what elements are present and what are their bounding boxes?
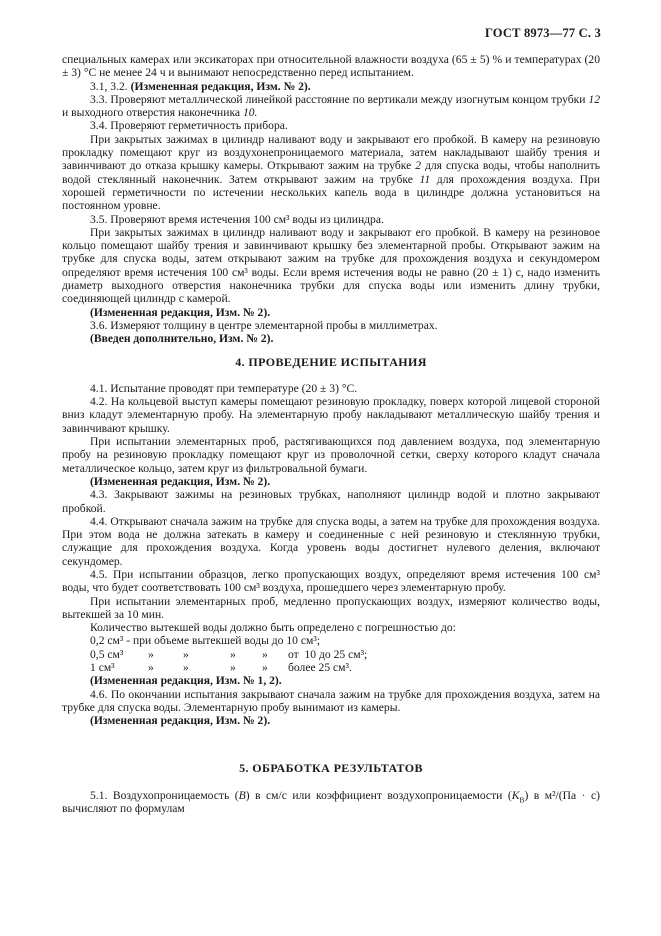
page-header: ГОСТ 8973—77 С. 3 (484, 26, 601, 40)
amendment-note: (Измененная редакция, Изм. № 2). (90, 474, 271, 488)
paragraph-3-5-text: При закрытых зажимах в цилиндр наливают воду и закрывают его пробкой. В камеру на резиновое кольцо помещают шайбу трения и завинчивают крышку без элементарной пробы. Открывают зажим на трубке для спуска воды, затем открывают зажим на трубке для прохождения воздуха и секундомером определяют время истечения 100 см³ воды. Если время истечения воды не равно (20 ± 1) с, надо изменить диаметр выходного отверстия наконечника трубки для спуска воды или изменить длину трубки, соединяющей цилиндр с камерой. (62, 225, 600, 306)
paragraph-4-6: 4.6. По окончании испытания закрывают сначала зажим на трубке для прохождения воздуха, затем на трубке для спуска воды. Элементарную пробу вынимают из камеры. (62, 687, 600, 714)
paragraph-4-2-text: При испытании элементарных проб, растягивающихся под давлением воздуха, под элементарную пробу на резиновую прокладку помещают круг из проволочной сетки, сверху которого кладут сначала металлическое кольцо, затем круг из фильтровальной бумаги. (62, 435, 600, 475)
amendment-note: (Измененная редакция, Изм. № 2). (90, 305, 271, 319)
tolerance-line-3: 1 см³ » » » » более 25 см³. (90, 661, 352, 675)
paragraph-4-2: 4.2. На кольцевой выступ камеры помещают резиновую прокладку, поверх которой лицевой стороной вниз кладут элементарную пробу. На элементарную пробу накладывают металлическую шайбу трения и завинчивают крышку. (62, 395, 600, 435)
paragraph-3-6: 3.6. Измеряют толщину в центре элементарной пробы в миллиметрах. (90, 318, 438, 332)
paragraph-4-4: 4.4. Открывают сначала зажим на трубке для спуска воды, а затем на трубке для прохождения воздуха. При этом вода не должна затекать в камеру и соединенные с ней резиновую и стеклянную трубки, служащие для прохождения воздуха. Когда уровень воды достигнет нулевого деления, включают секундомер. (62, 514, 600, 568)
amendment-note: (Измененная редакция, Изм. № 2). (130, 79, 311, 93)
tolerance-line-2: 0,5 см³ » » » » от 10 до 25 см³; (90, 647, 368, 661)
document-body (62, 53, 600, 815)
paragraph-3-3: 3.3. Проверяют металлической линейкой расстояние по вертикали между изогнутым концом трубки 12 и выходного отверстия наконечника 10. (62, 92, 600, 120)
amendment-note: (Измененная редакция, Изм. № 2). (90, 714, 271, 728)
paragraph-3-1-3-2: 3.1, 3.2. (Измененная редакция, Изм. № 2). (90, 79, 311, 93)
paragraph-5-1: 5.1. Воздухопроницаемость (B) в см/с или коэффициент воздухопроницаемости $(K_B)$ в м²/(Па · с) вычисляют по формулам (62, 788, 600, 816)
paragraph-3-4: 3.4. Проверяют герметичность прибора. (90, 119, 288, 133)
paragraph-4-3: 4.3. Закрывают зажимы на резиновых трубках, наполняют цилиндр водой и плотно закрывают пробкой. (62, 488, 600, 515)
paragraph-tolerance-intro: Количество вытекшей воды должно быть определено с погрешностью до: (90, 621, 456, 635)
section-4-title: 4. ПРОВЕДЕНИЕ ИСПЫТАНИЯ (235, 354, 427, 369)
paragraph-4-1: 4.1. Испытание проводят при температуре (20 ± 3) °С. (90, 381, 358, 395)
section-5-title: 5. ОБРАБОТКА РЕЗУЛЬТАТОВ (239, 760, 423, 775)
paragraph-4-5: 4.5. При испытании образцов, легко пропускающих воздух, определяют время истечения 100 см³ воды, что будет соответствовать 100 см³ воздуха, прошедшего через элементарную пробу. (62, 567, 600, 595)
addition-note: (Введен дополнительно, Изм. № 2). (90, 332, 274, 346)
amendment-note: (Измененная редакция, Изм. № 1, 2). (90, 674, 282, 688)
paragraph-4-5-text: При испытании элементарных проб, медленно пропускающих воздух, измеряют количество воды, вытекшей за 10 мин. (62, 594, 600, 621)
paragraph-continuation: специальных камерах или эксикаторах при относительной влажности воздуха (65 ± 5) % и температурах (20 ± 3) °С не менее 24 ч и вынимают непосредственно перед испытанием. (62, 53, 600, 80)
paragraph-3-5: 3.5. Проверяют время истечения 100 см³ воды из цилиндра. (90, 212, 384, 226)
tolerance-line-1: 0,2 см³ - при объеме вытекшей воды до 10 см³; (90, 634, 321, 648)
paragraph-3-4-text: При закрытых зажимах в цилиндр наливают воду и закрывают его пробкой. В камеру на резиновую прокладку помещают круг из воздухонепроницаемого материала, затем накладывают шайбу трения и завинчивают до отказа крышку камеры. Открывают зажим на трубке 2 для спуска воды, чтобы наполнить водой стеклянный наконечник. Затем открывают зажим на трубке 11 для прохождения воздуха. При хорошей герметичности по истечении нескольких капель вода в цилиндре должна установиться на постоянном уровне. (62, 132, 600, 213)
